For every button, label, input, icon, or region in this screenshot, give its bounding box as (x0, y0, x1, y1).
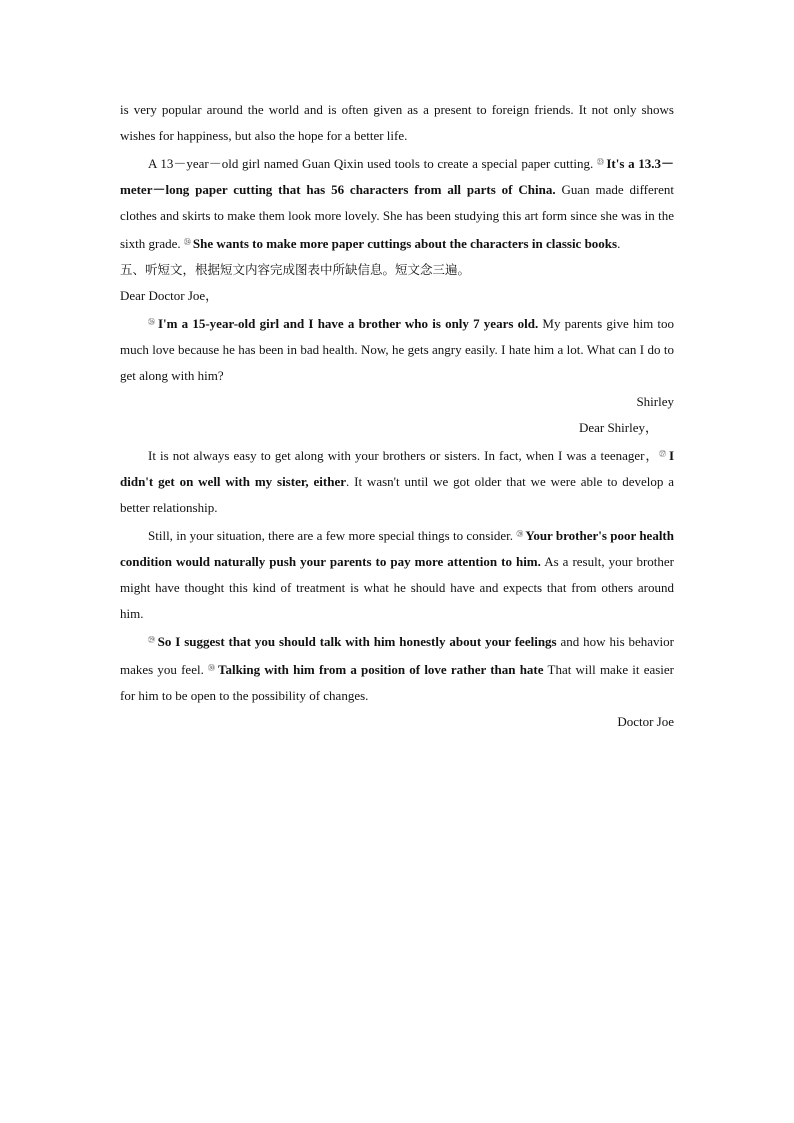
answer-29-text: So I suggest that you should talk with him honestly about your feelings (157, 634, 557, 649)
answer-24-text: She wants to make more paper cuttings about the characters in classic books (192, 236, 618, 251)
letter1-signature: Shirley (636, 394, 674, 409)
paragraph-intro-text: A 13－year－old girl named Guan Qixin used tools to create a special paper cutting. (148, 156, 597, 171)
question-number-28: ㉘ (516, 530, 524, 538)
letter2-p2-rest: As a result, your brother might have thought this kind of treatment is what he should have and expects that from others around him. (120, 554, 674, 621)
answer-23-text: It's a 13.3－meter－long paper cutting that has 56 characters from all parts of China. (120, 156, 675, 197)
letter2-p1-intro: It is not always easy to get along with your brothers or sisters. In fact, when I was a teenager， (148, 448, 660, 463)
paragraph-guan-qixin (120, 149, 674, 257)
letter1-body (120, 309, 674, 389)
answer-30-text: Talking with him from a position of love rather than hate (217, 662, 544, 677)
question-number-30: ㉚ (208, 664, 216, 672)
answer-26-text: I'm a 15-year-old girl and I have a brother who is only 7 years old. (157, 316, 539, 331)
letter2-greeting: Dear Shirley， (578, 420, 658, 435)
question-number-27: ㉗ (659, 450, 667, 458)
question-number-24: ㉔ (183, 238, 191, 246)
section-five-heading: 五、听短文，根据短文内容完成图表中所缺信息。短文念三遍。 (120, 262, 471, 277)
letter2-p2-intro: Still, in your situation, there are a few more special things to consider. (148, 528, 517, 543)
letter2-signature: Doctor Joe (617, 714, 674, 729)
letter2-p3-rest: That will make it easier for him to be open to the possibility of changes. (120, 662, 675, 703)
paragraph-middle-text: Guan made different clothes and skirts to make them look more lovely. She has been studying this art form since she was in the sixth grade. (120, 182, 674, 251)
answer-28-text: Your brother's poor health condition would naturally push your parents to pay more attention to him. (120, 528, 674, 569)
paragraph-paper-cutting-intro (120, 97, 674, 149)
paragraph-end-text: . (617, 236, 621, 251)
letter2-paragraph3 (120, 627, 674, 709)
question-number-26: ㉖ (148, 318, 156, 326)
question-number-29: ㉙ (148, 636, 156, 644)
letter2-p3-middle: and how his behavior makes you feel. (120, 634, 674, 677)
letter2-paragraph1 (120, 441, 674, 521)
paragraph-text: is very popular around the world and is often given as a present to foreign friends. It not only shows wishes for happiness, but also the hope for a better life. (120, 102, 674, 143)
document-page (120, 97, 674, 735)
letter2-paragraph2 (120, 521, 674, 627)
letter1-greeting: Dear Doctor Joe， (120, 288, 219, 303)
letter2-p1-rest: . It wasn't until we got older that we were able to develop a better relationship. (120, 474, 674, 515)
answer-27-text: I didn't get on well with my sister, either (120, 448, 674, 489)
question-number-23: ㉓ (596, 158, 605, 166)
letter1-body-text: My parents give him too much love because he has been in bad health. Now, he gets angry easily. I hate him a lot. What can I do to get along with him? (120, 316, 674, 383)
